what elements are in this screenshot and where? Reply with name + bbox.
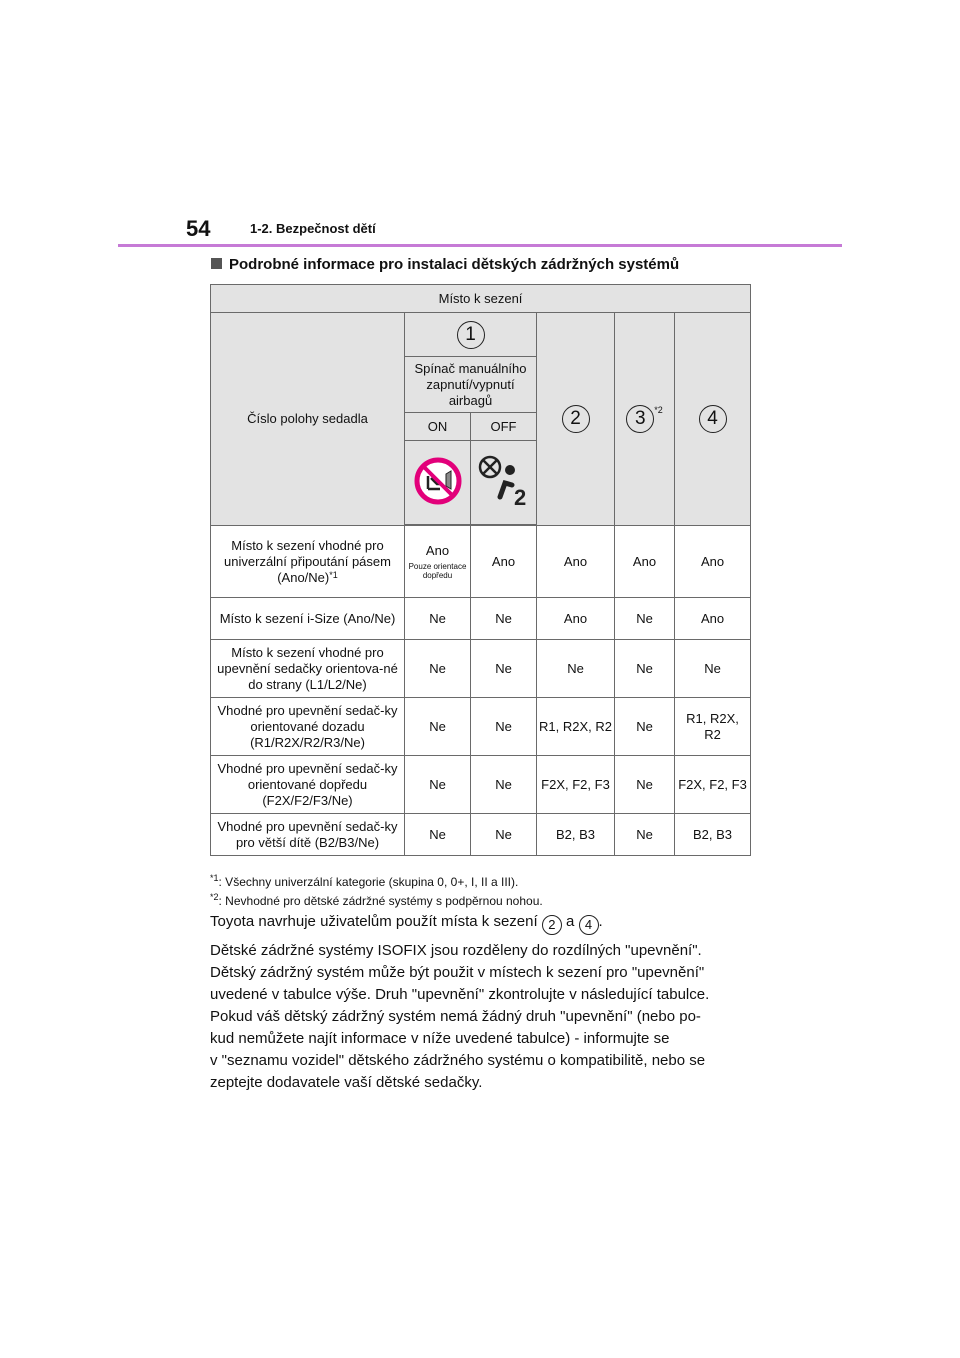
seat-3-header [615, 313, 675, 526]
cell-seat-3: Ne [615, 756, 675, 814]
seat-4-number: 4 [699, 405, 727, 433]
svg-text:2: 2 [513, 484, 526, 509]
seat-2-header [537, 313, 615, 526]
cell-off: Ne [471, 698, 537, 756]
row-label [211, 526, 405, 598]
body-line: v "seznamu vozidel" dětského zádržného systému o kompatibilitě, nebo se [210, 1052, 706, 1069]
cell-seat-2: F2X, F2, F3 [537, 756, 615, 814]
cell-seat-4: B2, B3 [675, 814, 751, 856]
table-row [211, 756, 751, 814]
cell-seat-3: Ne [615, 698, 675, 756]
cell-off: Ne [471, 640, 537, 698]
row-label: Vhodné pro upevnění sedač-ky orientované dopředu (F2X/F2/F3/Ne) [211, 756, 405, 814]
cell-seat-3: Ne [615, 640, 675, 698]
cell-seat-4: Ano [675, 526, 751, 598]
airbag-passenger-2-crossed-icon [476, 453, 532, 509]
airbag-passenger-icon-cell [471, 441, 537, 525]
cell-on-value: Ano [425, 543, 450, 558]
recommendation-text: Toyota navrhuje uživatelům použít místa k sezení [210, 913, 542, 930]
recommendation-end: . [598, 913, 603, 930]
cell-on: Ne [405, 698, 471, 756]
table-row [211, 698, 751, 756]
cell-seat-2: Ano [537, 598, 615, 640]
cell-seat-3: Ano [615, 526, 675, 598]
heading-text: Podrobné informace pro instalaci dětských zádržných systémů [229, 256, 680, 273]
page-number: 54 [186, 216, 211, 241]
row-label: Místo k sezení i-Size (Ano/Ne) [211, 598, 405, 640]
header-divider [118, 244, 842, 247]
table-row [211, 814, 751, 856]
cell-seat-4: Ne [675, 640, 751, 698]
cell-seat-4: F2X, F2, F3 [675, 756, 751, 814]
airbag-switch-label: Spínač manuálního zapnutí/vypnutí airbagů [405, 357, 537, 413]
off-label: OFF [471, 413, 537, 441]
footnote-1 [210, 873, 770, 892]
seat-1-header [405, 313, 537, 357]
cell-off: Ne [471, 814, 537, 856]
body-line: Dětský zádržný systém může být použit v místech k sezení pro "upevnění" [210, 964, 705, 981]
cell-seat-3: Ne [615, 598, 675, 640]
isofix-paragraph [210, 940, 770, 1094]
seat-4-marker: 4 [579, 915, 599, 935]
forward-only-note: Pouze orientace dopředu [408, 562, 467, 580]
seat-2-marker: 2 [542, 915, 562, 935]
body-line: Dětské zádržné systémy ISOFIX jsou rozděleny do rozdílných "upevnění". [210, 942, 702, 959]
cell-on: Ne [405, 756, 471, 814]
cell-seat-2: Ano [537, 526, 615, 598]
seat-header: Místo k sezení [211, 285, 751, 313]
airbag-off-prohibition-icon [413, 456, 463, 506]
row-footnote-mark: *1 [329, 569, 338, 580]
footnotes [210, 873, 770, 911]
cell-on [405, 526, 471, 598]
seating-table [210, 284, 751, 856]
cell-seat-3: Ne [615, 814, 675, 856]
body-line: zeptejte dodavatele vaší dětské sedačky. [210, 1074, 483, 1091]
row-label: Vhodné pro upevnění sedač-ky pro větší dítě (B2/B3/Ne) [211, 814, 405, 856]
table-row [211, 598, 751, 640]
table-heading [211, 256, 679, 273]
footnote-1-text: : Všechny univerzální kategorie (skupina 0, 0+, I, II a III). [218, 875, 519, 889]
footnote-1-mark: *1 [210, 873, 219, 883]
seat-1-number: 1 [457, 321, 485, 349]
recommendation [210, 913, 603, 935]
body-line: uvedené v tabulce výše. Druh "upevnění" zkontrolujte v následující tabulce. [210, 986, 710, 1003]
cell-on: Ne [405, 640, 471, 698]
footnote-2-mark: *2 [210, 892, 219, 902]
body-line: kud nemůžete najít informace v níže uvedené tabulce) - informujte se [210, 1030, 670, 1047]
footnote-2 [210, 892, 770, 911]
table-top-header-row [211, 285, 751, 313]
cell-seat-4: R1, R2X, R2 [675, 698, 751, 756]
cell-seat-2: R1, R2X, R2 [537, 698, 615, 756]
cell-on: Ne [405, 598, 471, 640]
recommendation-and: a [561, 913, 579, 930]
row-label: Místo k sezení vhodné pro upevnění sedačky orientova-né do strany (L1/L2/Ne) [211, 640, 405, 698]
footnote-2-text: : Nevhodné pro dětské zádržné systémy s podpěrnou nohou. [218, 894, 543, 908]
cell-off: Ne [471, 598, 537, 640]
cell-on: Ne [405, 814, 471, 856]
airbag-off-prohibition-icon-cell [405, 441, 471, 525]
cell-seat-4: Ano [675, 598, 751, 640]
square-bullet-icon [211, 258, 222, 269]
cell-seat-2: B2, B3 [537, 814, 615, 856]
cell-off: Ano [471, 526, 537, 598]
cell-seat-2: Ne [537, 640, 615, 698]
on-label: ON [405, 413, 471, 441]
seat-2-number: 2 [562, 405, 590, 433]
row-label-text: Místo k sezení vhodné pro univerzální připoutání pásem (Ano/Ne) [224, 537, 391, 585]
table-row [211, 640, 751, 698]
seat-3-footnote-mark: *2 [654, 405, 663, 415]
cell-off: Ne [471, 756, 537, 814]
row-label: Vhodné pro upevnění sedač-ky orientované dozadu (R1/R2X/R2/R3/Ne) [211, 698, 405, 756]
section-title: 1-2. Bezpečnost dětí [250, 221, 376, 236]
table-row [211, 526, 751, 598]
body-line: Pokud váš dětský zádržný systém nemá žádný druh "upevnění" (nebo po- [210, 1008, 701, 1025]
position-label: Číslo polohy sedadla [211, 313, 405, 526]
seat-3-number: 3 [626, 405, 654, 433]
seat-4-header [675, 313, 751, 526]
